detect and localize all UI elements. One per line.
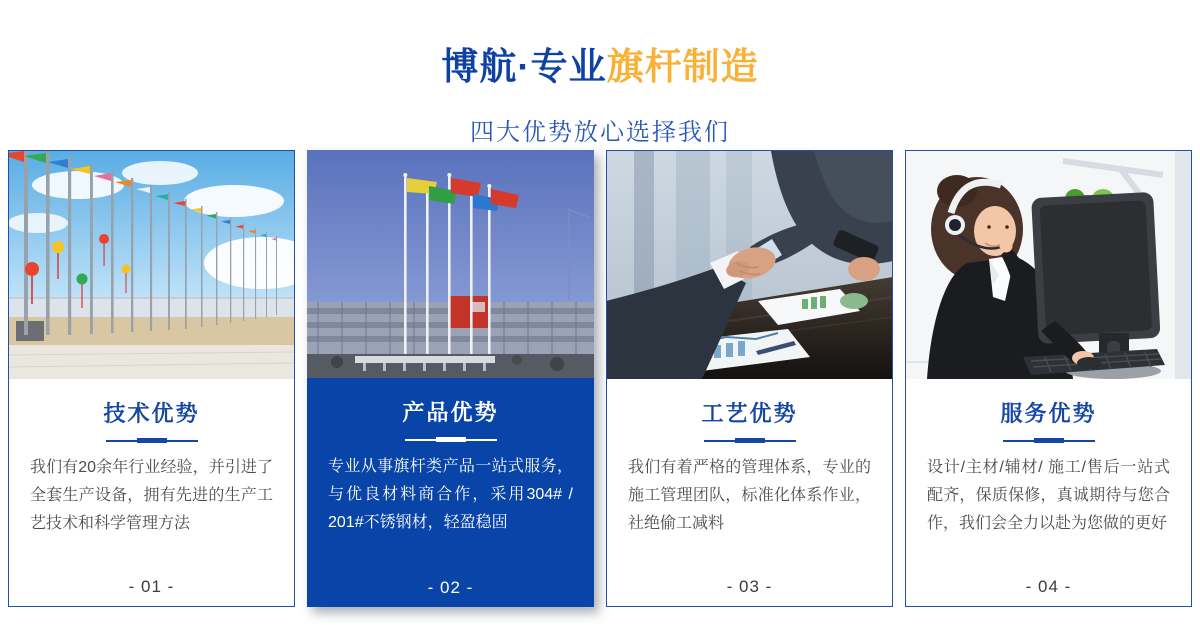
title-divider bbox=[1003, 438, 1095, 443]
card-title: 服务优势 bbox=[1000, 401, 1097, 426]
business-handshake-photo bbox=[607, 151, 892, 379]
card-title: 技术优势 bbox=[103, 401, 200, 426]
advantage-card-craft[interactable] bbox=[606, 150, 893, 607]
section-title-accent: 旗杆制造 bbox=[606, 46, 759, 87]
title-divider bbox=[405, 437, 497, 442]
advantage-card-technology[interactable] bbox=[8, 150, 295, 607]
card-title: 工艺优势 bbox=[701, 401, 798, 426]
card-description: 我们有着严格的管理体系，专业的施工管理团队，标准化体系作业，社绝偷工减料 bbox=[628, 459, 871, 532]
title-divider bbox=[106, 438, 198, 443]
card-index: - 01 - bbox=[128, 577, 175, 596]
section-header bbox=[0, 0, 1200, 147]
advantage-cards-row bbox=[8, 150, 1192, 607]
advantage-card-service[interactable] bbox=[905, 150, 1192, 607]
card-description: 专业从事旗杆类产品一站式服务，与优良材料商合作，采用304# / 201#不锈钢材，轻盈稳固 bbox=[328, 458, 573, 531]
card-description: 设计/主材/辅材/ 施工/售后一站式配齐，保质保修，真诚期待与您合作，我们会全力以赴为您做的更好 bbox=[927, 459, 1170, 532]
section-subtitle: 四大优势放心选择我们 bbox=[470, 119, 730, 146]
card-description: 我们有20余年行业经验，并引进了全套生产设备，拥有先进的生产工艺技术和科学管理方法 bbox=[30, 459, 273, 532]
advantage-card-product[interactable] bbox=[307, 150, 594, 607]
flag-plaza-photo bbox=[9, 151, 294, 379]
card-index: - 03 - bbox=[726, 577, 773, 596]
title-divider bbox=[704, 438, 796, 443]
factory-flagpoles-photo bbox=[307, 150, 594, 378]
section-title bbox=[0, 36, 1200, 90]
customer-service-photo bbox=[906, 151, 1191, 379]
card-title: 产品优势 bbox=[402, 400, 499, 425]
card-index: - 02 - bbox=[427, 578, 474, 597]
card-index: - 04 - bbox=[1025, 577, 1072, 596]
section-title-primary: 博航·专业 bbox=[441, 46, 607, 87]
